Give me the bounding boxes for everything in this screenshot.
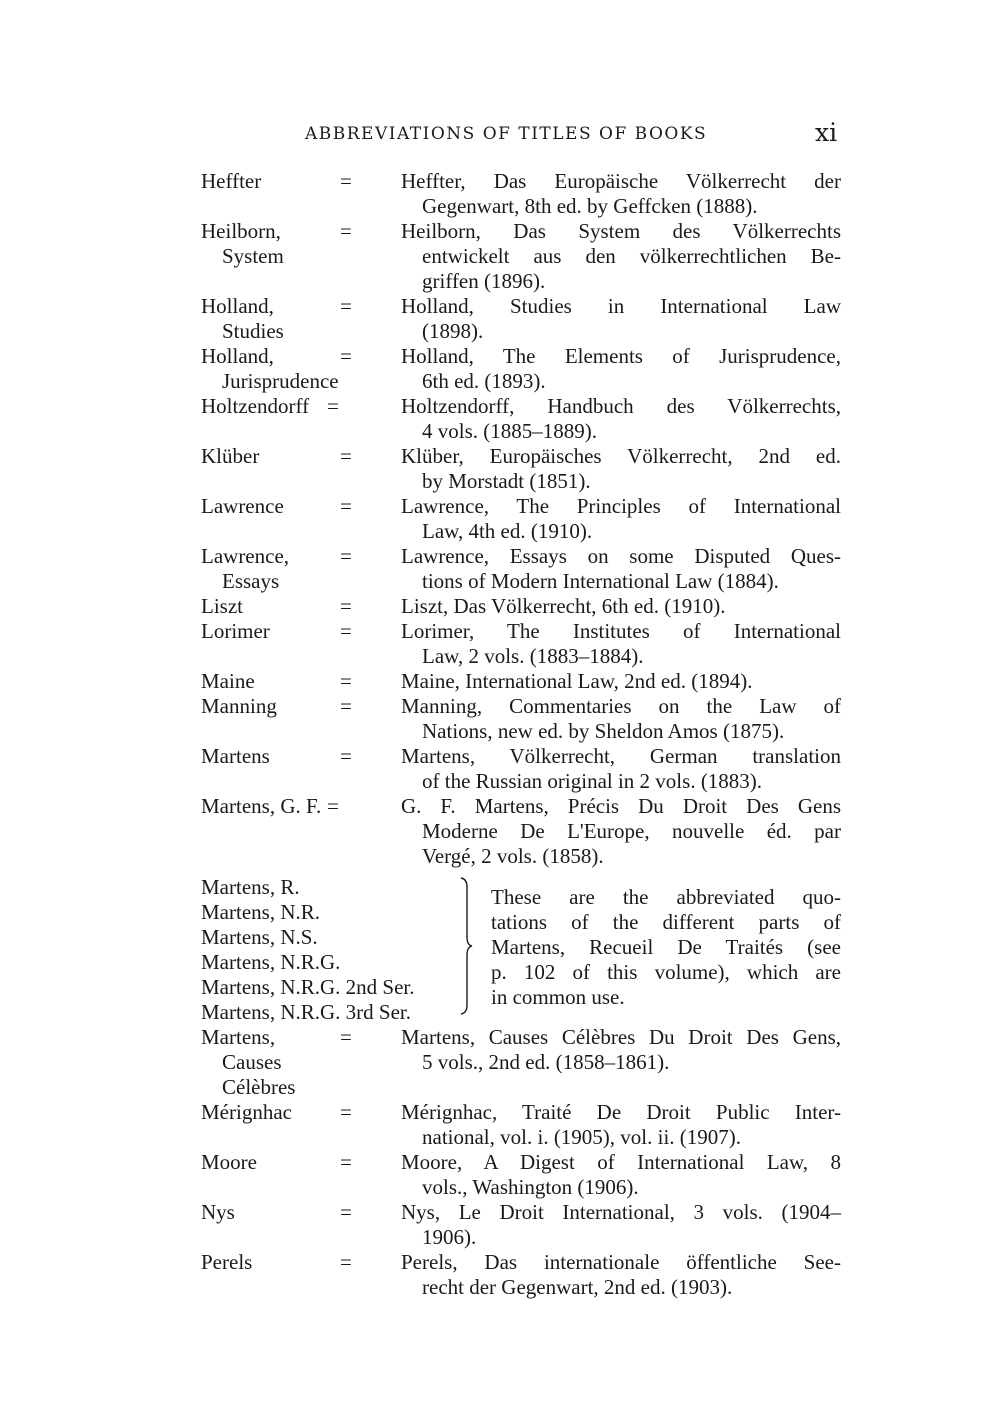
abbreviation: Holtzendorff =: [201, 394, 339, 418]
abbreviation: Martens, N.R.G. 3rd Ser.: [201, 1000, 411, 1024]
full-title: Klüber, Europäisches Völkerrecht, 2nd ed. by Morstadt (1851).: [401, 444, 841, 493]
abbreviation-entry: [201, 219, 841, 294]
full-title: Perels, Das internationale öffentliche See- recht der Gegenwart, 2nd ed. (1903).: [401, 1250, 841, 1299]
full-title: Lawrence, Essays on some Disputed Ques- tions of Modern International Law (1884).: [401, 544, 841, 593]
abbreviation: Heilborn, System =: [201, 219, 352, 268]
abbreviation-entry: [201, 694, 841, 744]
abbreviation: Lawrence =: [201, 494, 352, 518]
running-title: ABBREVIATIONS OF TITLES OF BOOKS: [305, 124, 708, 144]
abbreviation-entry: [201, 394, 841, 444]
equals-sign: =: [340, 444, 352, 468]
full-title: Manning, Commentaries on the Law of Nations, new ed. by Sheldon Amos (1875).: [401, 694, 841, 743]
abbreviation: Martens, R.: [201, 875, 300, 899]
full-title: Lawrence, The Principles of International Law, 4th ed. (1910).: [401, 494, 841, 543]
abbreviation: Martens, N.R.: [201, 900, 320, 924]
full-title: G. F. Martens, Précis Du Droit Des Gens Moderne De L'Europe, nouvelle éd. par Vergé, 2 vols. (1858).: [401, 794, 841, 868]
abbreviation-entry: [201, 619, 841, 669]
abbreviation: Martens, N.R.G. 2nd Ser.: [201, 975, 415, 999]
abbreviation-entry: [201, 494, 841, 544]
abbreviation: Moore =: [201, 1150, 352, 1174]
abbreviation-list: [201, 169, 841, 1300]
full-title: Holtzendorff, Handbuch des Völkerrechts, 4 vols. (1885–1889).: [401, 394, 841, 443]
full-title: Holland, Studies in International Law (1898).: [401, 294, 841, 343]
equals-sign: =: [340, 294, 352, 318]
equals-sign: =: [340, 744, 352, 768]
equals-sign: =: [340, 619, 352, 643]
full-title: Holland, The Elements of Jurisprudence, 6th ed. (1893).: [401, 344, 841, 393]
equals-sign: =: [340, 544, 352, 568]
abbreviation-entry: [201, 294, 841, 344]
abbreviation: Lawrence, Essays =: [201, 544, 352, 593]
abbreviation: Martens, G. F. =: [201, 794, 339, 818]
abbreviation-entry: [201, 544, 841, 594]
full-title: Lorimer, The Institutes of International Law, 2 vols. (1883–1884).: [401, 619, 841, 668]
full-title: Nys, Le Droit International, 3 vols. (1904– 1906).: [401, 1200, 841, 1249]
abbreviation: Martens, N.R.G.: [201, 950, 341, 974]
abbreviation-entry: [201, 169, 841, 219]
abbreviation-entry: [201, 444, 841, 494]
abbreviation: Maine =: [201, 669, 352, 693]
abbreviation: Klüber =: [201, 444, 352, 468]
abbreviation-entry: [201, 344, 841, 394]
equals-sign: =: [340, 169, 352, 193]
curly-brace-icon: [459, 877, 473, 1015]
equals-sign: =: [340, 694, 352, 718]
abbreviation: Holland, Studies =: [201, 294, 352, 343]
page-header: [0, 118, 1000, 154]
abbreviation: Perels =: [201, 1250, 352, 1274]
equals-sign: =: [340, 1100, 352, 1124]
equals-sign: =: [340, 1200, 352, 1224]
abbreviation: Manning =: [201, 694, 352, 718]
abbreviation-entry: [201, 669, 841, 694]
full-title: Moore, A Digest of International Law, 8 vols., Washington (1906).: [401, 1150, 841, 1199]
full-title: Heffter, Das Europäische Völkerrecht der Gegenwart, 8th ed. by Geffcken (1888).: [401, 169, 841, 218]
full-title: Mérignhac, Traité De Droit Public Inter- national, vol. i. (1905), vol. ii. (1907).: [401, 1100, 841, 1149]
abbreviation-entry: [201, 1250, 841, 1300]
equals-sign: =: [340, 219, 352, 243]
full-title: Martens, Völkerrecht, German translation of the Russian original in 2 vols. (1883).: [401, 744, 841, 793]
abbreviation: Lorimer =: [201, 619, 352, 643]
martens-group-note: These are the abbreviated quo- tations of the different parts of Martens, Recueil De Traités (see p. 102 of this volume), which are in common use.: [491, 885, 841, 1009]
abbreviation: Martens, Causes Célèbres =: [201, 1025, 352, 1099]
abbreviation-entry: [201, 794, 841, 869]
abbreviation-entry: [201, 1200, 841, 1250]
abbreviation: Holland, Jurisprudence =: [201, 344, 352, 393]
martens-recueil-group: [201, 875, 841, 1025]
full-title: Maine, International Law, 2nd ed. (1894).: [401, 669, 753, 693]
equals-sign: =: [340, 1250, 352, 1274]
page-number: xi: [815, 118, 838, 147]
abbreviation-entry: [201, 1100, 841, 1150]
abbreviation-entry: [201, 1150, 841, 1200]
abbreviation-entry: [201, 1025, 841, 1100]
equals-sign: =: [340, 669, 352, 693]
equals-sign: =: [327, 394, 339, 418]
abbreviation: Liszt =: [201, 594, 352, 618]
equals-sign: =: [340, 1025, 352, 1049]
abbreviation: Heffter =: [201, 169, 352, 193]
equals-sign: =: [340, 594, 352, 618]
equals-sign: =: [327, 794, 339, 818]
equals-sign: =: [340, 1150, 352, 1174]
equals-sign: =: [340, 344, 352, 368]
full-title: Liszt, Das Völkerrecht, 6th ed. (1910).: [401, 594, 726, 618]
abbreviation: Martens =: [201, 744, 352, 768]
full-title: Heilborn, Das System des Völkerrechts entwickelt aus den völkerrechtlichen Be- griffen (1896).: [401, 219, 841, 293]
abbreviation: Martens, N.S.: [201, 925, 318, 949]
abbreviation: Mérignhac =: [201, 1100, 352, 1124]
abbreviation: Nys =: [201, 1200, 352, 1224]
full-title: Martens, Causes Célèbres Du Droit Des Gens, 5 vols., 2nd ed. (1858–1861).: [401, 1025, 841, 1074]
abbreviation-entry: [201, 744, 841, 794]
abbreviation-entry: [201, 594, 841, 619]
equals-sign: =: [340, 494, 352, 518]
